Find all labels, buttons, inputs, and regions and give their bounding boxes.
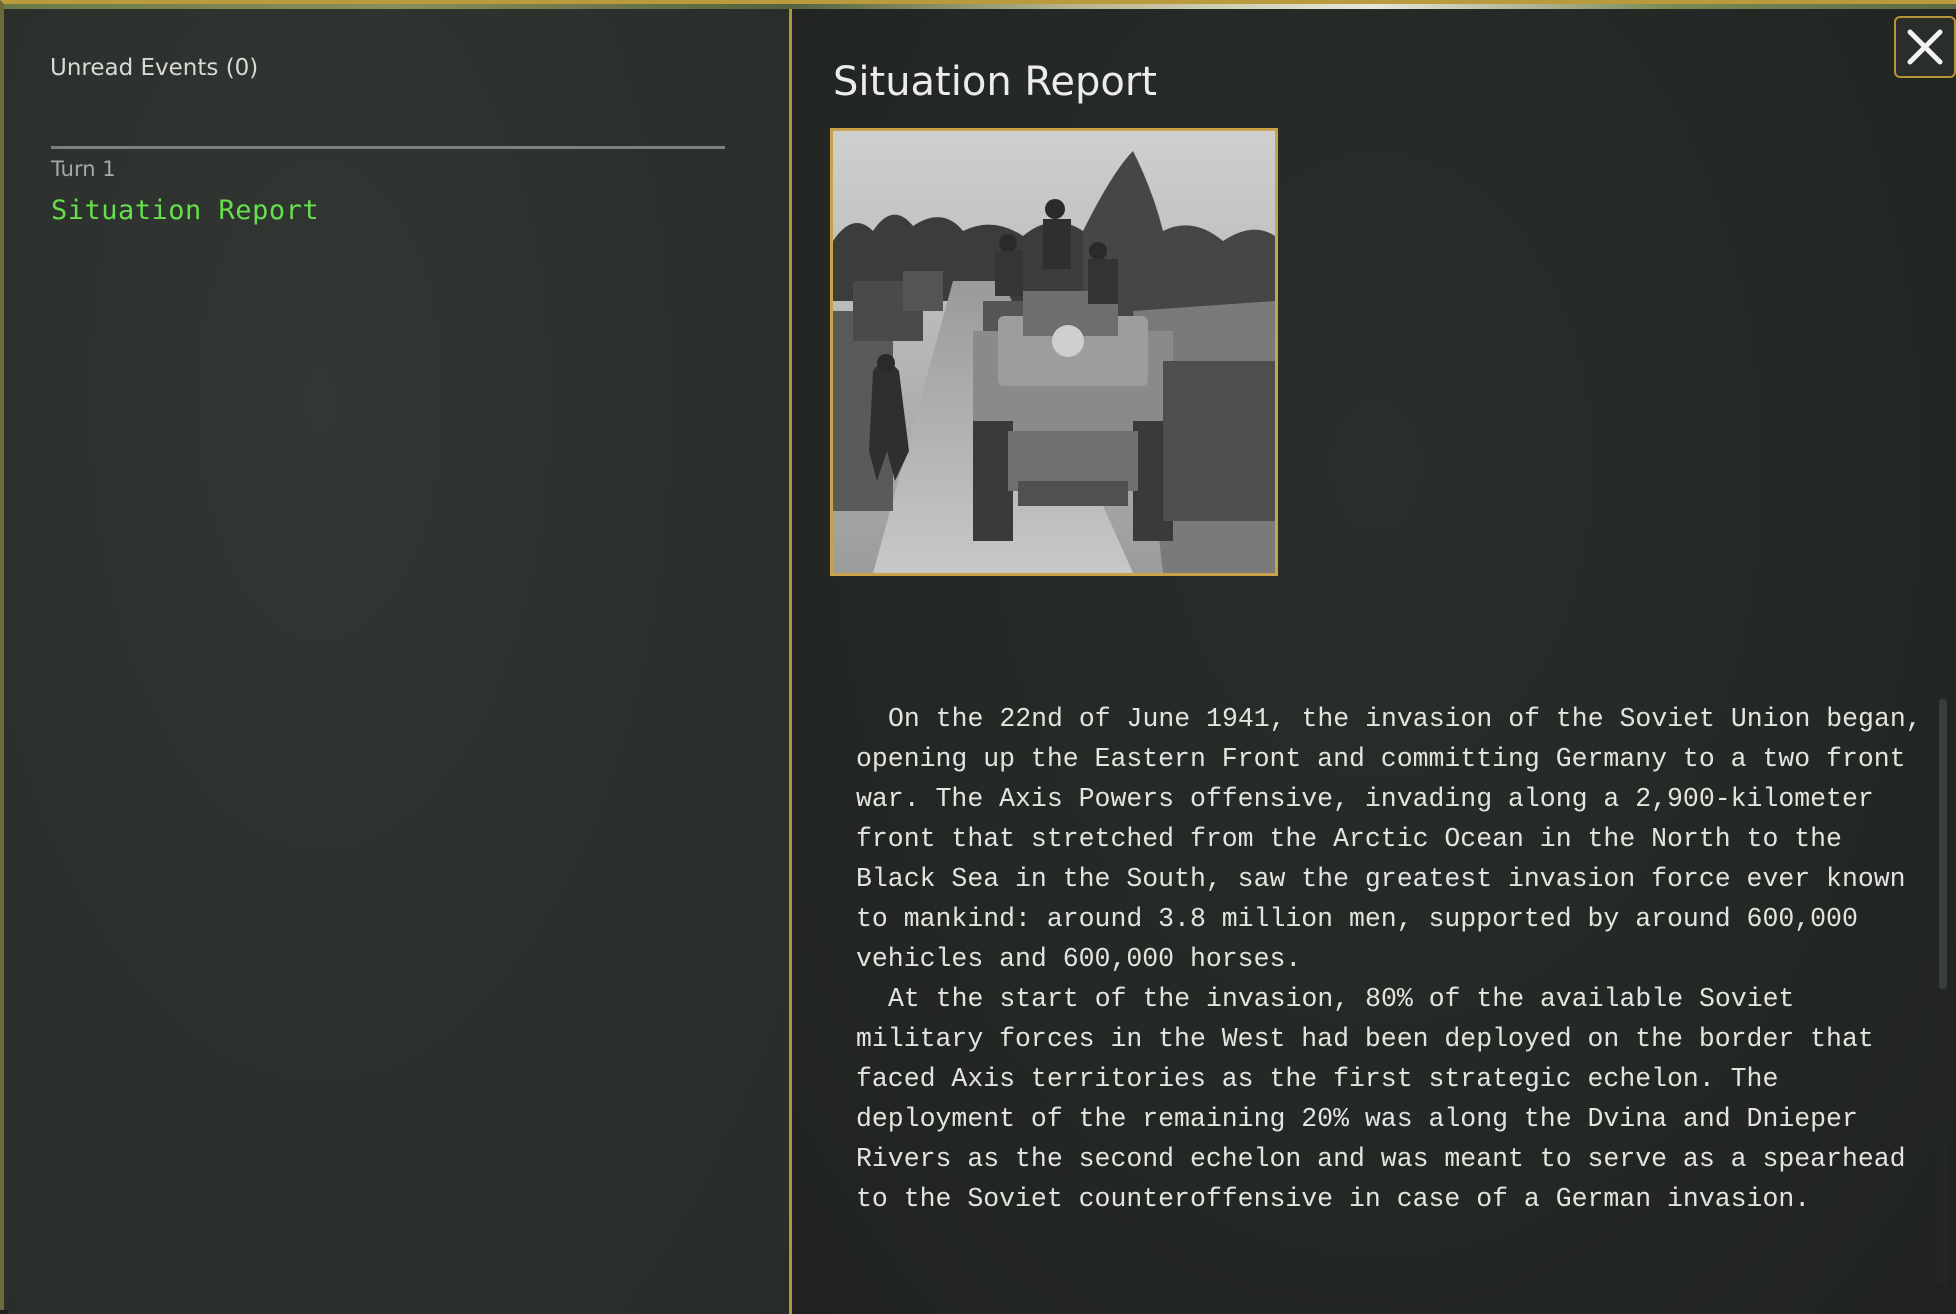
report-scroll-thumb[interactable] — [1939, 699, 1947, 989]
event-link-situation-report[interactable]: Situation Report — [51, 195, 320, 226]
report-body — [856, 699, 1926, 1285]
close-button[interactable] — [1894, 16, 1956, 78]
event-detail-panel — [792, 9, 1956, 1314]
turn-label: Turn 1 — [51, 157, 116, 181]
event-list-divider — [51, 146, 725, 149]
report-paragraph: On the 22nd of June 1941, the invasion of the Soviet Union began, opening up the Eastern Front and committing Germany to a two front war. The Axis Powers offensive, invading along a 2,900-kilometer front that stretched from the Arctic Ocean in the North to the Black Sea in the South, saw the greatest invasion force ever known to mankind: around 3.8 million men, supported by around 600,000 vehicles and 600,000 horses. — [856, 704, 1922, 974]
event-list-panel — [8, 9, 789, 1314]
report-title: Situation Report — [833, 59, 1157, 105]
report-paragraph: At the start of the invasion, 80% of the available Soviet military forces in the West had been deployed on the border that faced Axis territories as the first strategic echelon. The deployment of the remaining 20% was along the Dvina and Dnieper Rivers as the second echelon and was meant to serve as a spearhead to the Soviet counteroffensive in case of a German invasion. — [856, 984, 1906, 1214]
close-icon — [1896, 18, 1954, 76]
report-scrollbar[interactable] — [1937, 699, 1949, 1285]
unread-events-label: Unread Events (0) — [50, 55, 259, 81]
tank-column-photo — [830, 128, 1278, 576]
